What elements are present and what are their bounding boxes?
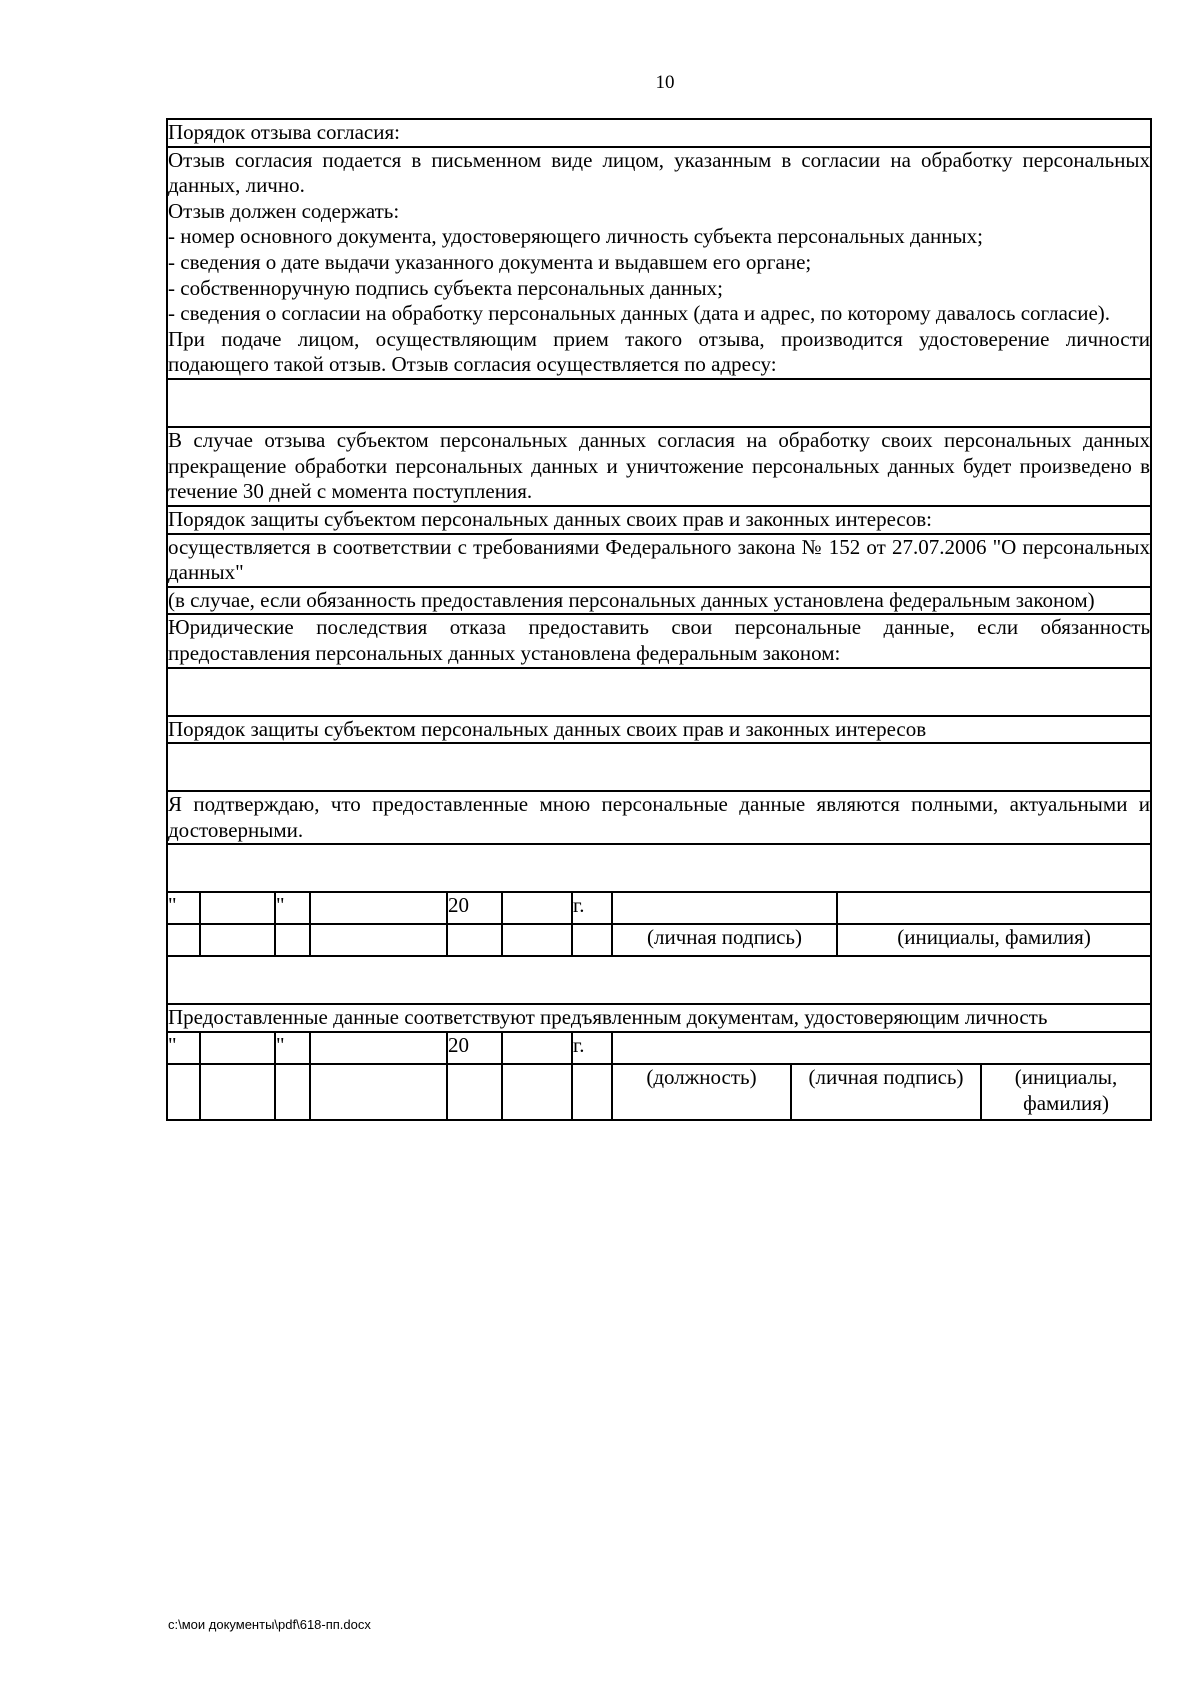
- legal-consequences-cell: [167, 614, 1151, 667]
- quote-open: ": [167, 1032, 200, 1064]
- revocation-terms: В случае отзыва субъектом персональных данных согласия на обработку своих персональных данных прекращение обработки персональных данных и уничтожение персональных данных будет произведено в течение 30 дней с момента поступления.: [168, 428, 1151, 504]
- month-field[interactable]: [310, 892, 447, 924]
- blank-row: [167, 956, 1151, 1004]
- federal-law-note-cell: [167, 587, 1151, 615]
- revocation-title: Порядок отзыва согласия:: [168, 120, 400, 144]
- confirmation-cell: [167, 791, 1151, 844]
- signature-caption: (личная подпись): [612, 924, 837, 956]
- position-caption: (должность): [612, 1064, 791, 1120]
- revocation-terms-cell: [167, 427, 1151, 506]
- signature-caption: (личная подпись): [791, 1064, 981, 1120]
- day-field[interactable]: [200, 892, 275, 924]
- revocation-body-cell: [167, 147, 1151, 379]
- quote-open: ": [167, 892, 200, 924]
- legal-consequences-field[interactable]: [167, 668, 1151, 716]
- protection-body-cell: [167, 534, 1151, 587]
- official-signature-field[interactable]: [612, 1032, 1151, 1064]
- quote-close: ": [275, 892, 310, 924]
- confirmation-text: Я подтверждаю, что предоставленные мною персональные данные являются полными, актуальными и достоверными.: [168, 792, 1151, 842]
- revocation-body-line: Отзыв должен содержать:: [168, 198, 400, 223]
- signature-field[interactable]: [612, 892, 837, 924]
- year-prefix: 20: [447, 892, 502, 924]
- quote-close: ": [275, 1032, 310, 1064]
- name-caption: (инициалы, фамилия): [981, 1064, 1151, 1120]
- name-field[interactable]: [837, 892, 1151, 924]
- revocation-body-line: При подаче лицом, осуществляющим прием такого отзыва, производится удостоверение личности подающего такой отзыв. Отзыв согласия осуществляется по адресу:: [168, 326, 1151, 377]
- protection-body: осуществляется в соответствии с требованиями Федерального закона № 152 от 27.07.2006 "О персональных данных": [168, 534, 1151, 585]
- year-field[interactable]: [502, 1032, 572, 1064]
- verification-cell: [167, 1004, 1151, 1032]
- day-field[interactable]: [200, 1032, 275, 1064]
- revocation-body-line: - сведения о дате выдачи указанного документа и выдавшем его органе;: [168, 250, 812, 275]
- legal-consequences: Юридические последствия отказа предоставить свои персональные данные, если обязанность предоставления персональных данных установлена федеральным законом:: [168, 615, 1151, 665]
- revocation-title-cell: [167, 119, 1151, 147]
- year-suffix: г.: [572, 1032, 612, 1064]
- month-field[interactable]: [310, 1032, 447, 1064]
- name-caption: (инициалы, фамилия): [837, 924, 1151, 956]
- consent-form-table: [166, 118, 1152, 1121]
- federal-law-note: (в случае, если обязанность предоставления персональных данных установлена федеральным законом): [168, 587, 1095, 612]
- address-field[interactable]: [167, 379, 1151, 427]
- protection-field[interactable]: [167, 743, 1151, 791]
- page-number: 10: [655, 72, 675, 93]
- protection-title-2-cell: [167, 716, 1151, 744]
- year-prefix: 20: [447, 1032, 502, 1064]
- year-suffix: г.: [572, 892, 612, 924]
- revocation-body-line: - номер основного документа, удостоверяющего личность субъекта персональных данных;: [168, 224, 983, 249]
- footer-file-path: c:\мои документы\pdf\618-пп.docx: [168, 1617, 371, 1632]
- verification-text: Предоставленные данные соответствуют предъявленным документам, удостоверяющим личность: [168, 1005, 1048, 1030]
- revocation-body-line: Отзыв согласия подается в письменном виде лицом, указанным в согласии на обработку персональных данных, лично.: [168, 147, 1151, 198]
- protection-title: Порядок защиты субъектом персональных данных своих прав и законных интересов:: [168, 506, 932, 531]
- blank-row: [167, 844, 1151, 892]
- protection-title-2: Порядок защиты субъектом персональных данных своих прав и законных интересов: [168, 716, 927, 741]
- year-field[interactable]: [502, 892, 572, 924]
- revocation-body-line: - сведения о согласии на обработку персональных данных (дата и адрес, по которому давалось согласие).: [168, 301, 1111, 326]
- revocation-body-line: - собственноручную подпись субъекта персональных данных;: [168, 275, 723, 300]
- protection-title-cell: [167, 506, 1151, 534]
